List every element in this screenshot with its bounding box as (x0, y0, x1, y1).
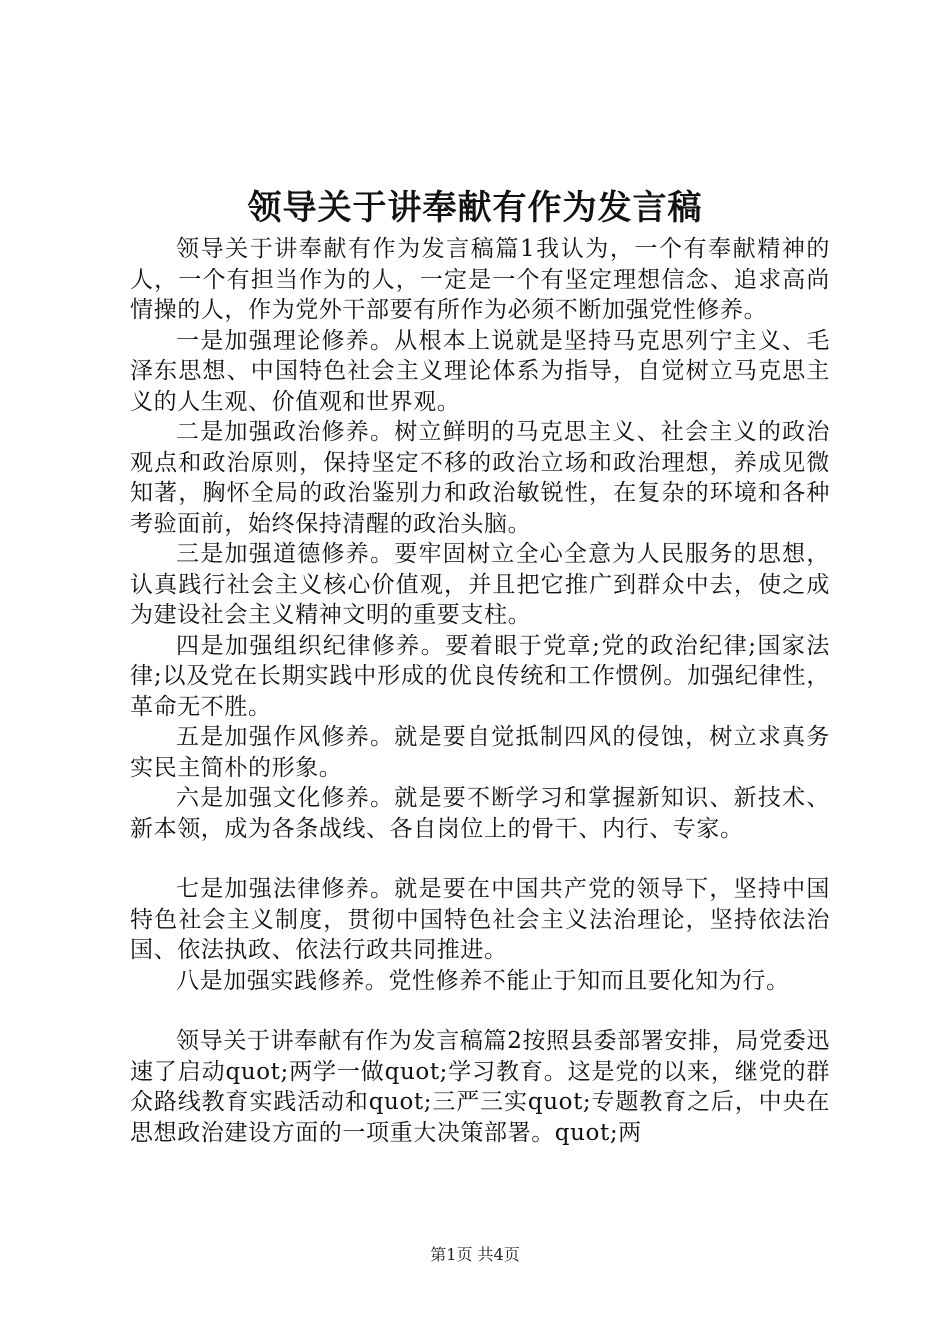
document-title: 领导关于讲奉献有作为发言稿 (247, 188, 703, 228)
paragraph-1: 领导关于讲奉献有作为发言稿篇1我认为，一个有奉献精神的人，一个有担当作为的人，一定是一个有坚定理想信念、追求高尚情操的人，作为党外干部要有所作为必须不断加强党性修养。 (130, 236, 830, 323)
paragraph-2: 一是加强理论修养。从根本上说就是坚持马克思列宁主义、毛泽东思想、中国特色社会主义理论体系为指导，自觉树立马克思主义的人生观、价值观和世界观。 (130, 327, 830, 415)
paragraph-6: 五是加强作风修养。就是要自觉抵制四风的侵蚀，树立求真务实民主简朴的形象。 (130, 724, 830, 781)
paragraph-7: 六是加强文化修养。就是要不断学习和掌握新知识、新技术、新本领，成为各条战线、各自岗位上的骨干、内行、专家。 (130, 785, 830, 842)
paragraph-9: 八是加强实践修养。党性修养不能止于知而且要化知为行。 (176, 967, 790, 994)
document-body (130, 234, 830, 1148)
paragraph-3: 二是加强政治修养。树立鲜明的马克思主义、社会主义的政治观点和政治原则，保持坚定不移的政治立场和政治理想，养成见微知著，胸怀全局的政治鉴别力和政治敏锐性，在复杂的环境和各种考验面前，始终保持清醒的政治头脑。 (130, 419, 830, 537)
paragraph-10: 领导关于讲奉献有作为发言稿篇2按照县委部署安排，局党委迅速了启动quot;两学一做quot;学习教育。这是党的以来，继党的群众路线教育实践活动和quot;三严三实quot;专题教育之后，中央在思想政治建设方面的一项重大决策部署。quot;两 (130, 1028, 830, 1146)
paragraph-4: 三是加强道德修养。要牢固树立全心全意为人民服务的思想，认真践行社会主义核心价值观，并且把它推广到群众中去，使之成为建设社会主义精神文明的重要支柱。 (130, 541, 830, 628)
paragraph-gap (130, 996, 830, 1026)
paragraph-gap (130, 844, 830, 874)
paragraph-5: 四是加强组织纪律修养。要着眼于党章;党的政治纪律;国家法律;以及党在长期实践中形成的优良传统和工作惯例。加强纪律性，革命无不胜。 (130, 632, 830, 720)
page-number-footer: 第1页 共4页 (430, 1245, 520, 1264)
paragraph-8: 七是加强法律修养。就是要在中国共产党的领导下，坚持中国特色社会主义制度，贯彻中国特色社会主义法治理论，坚持依法治国、依法执政、依法行政共同推进。 (130, 876, 830, 963)
